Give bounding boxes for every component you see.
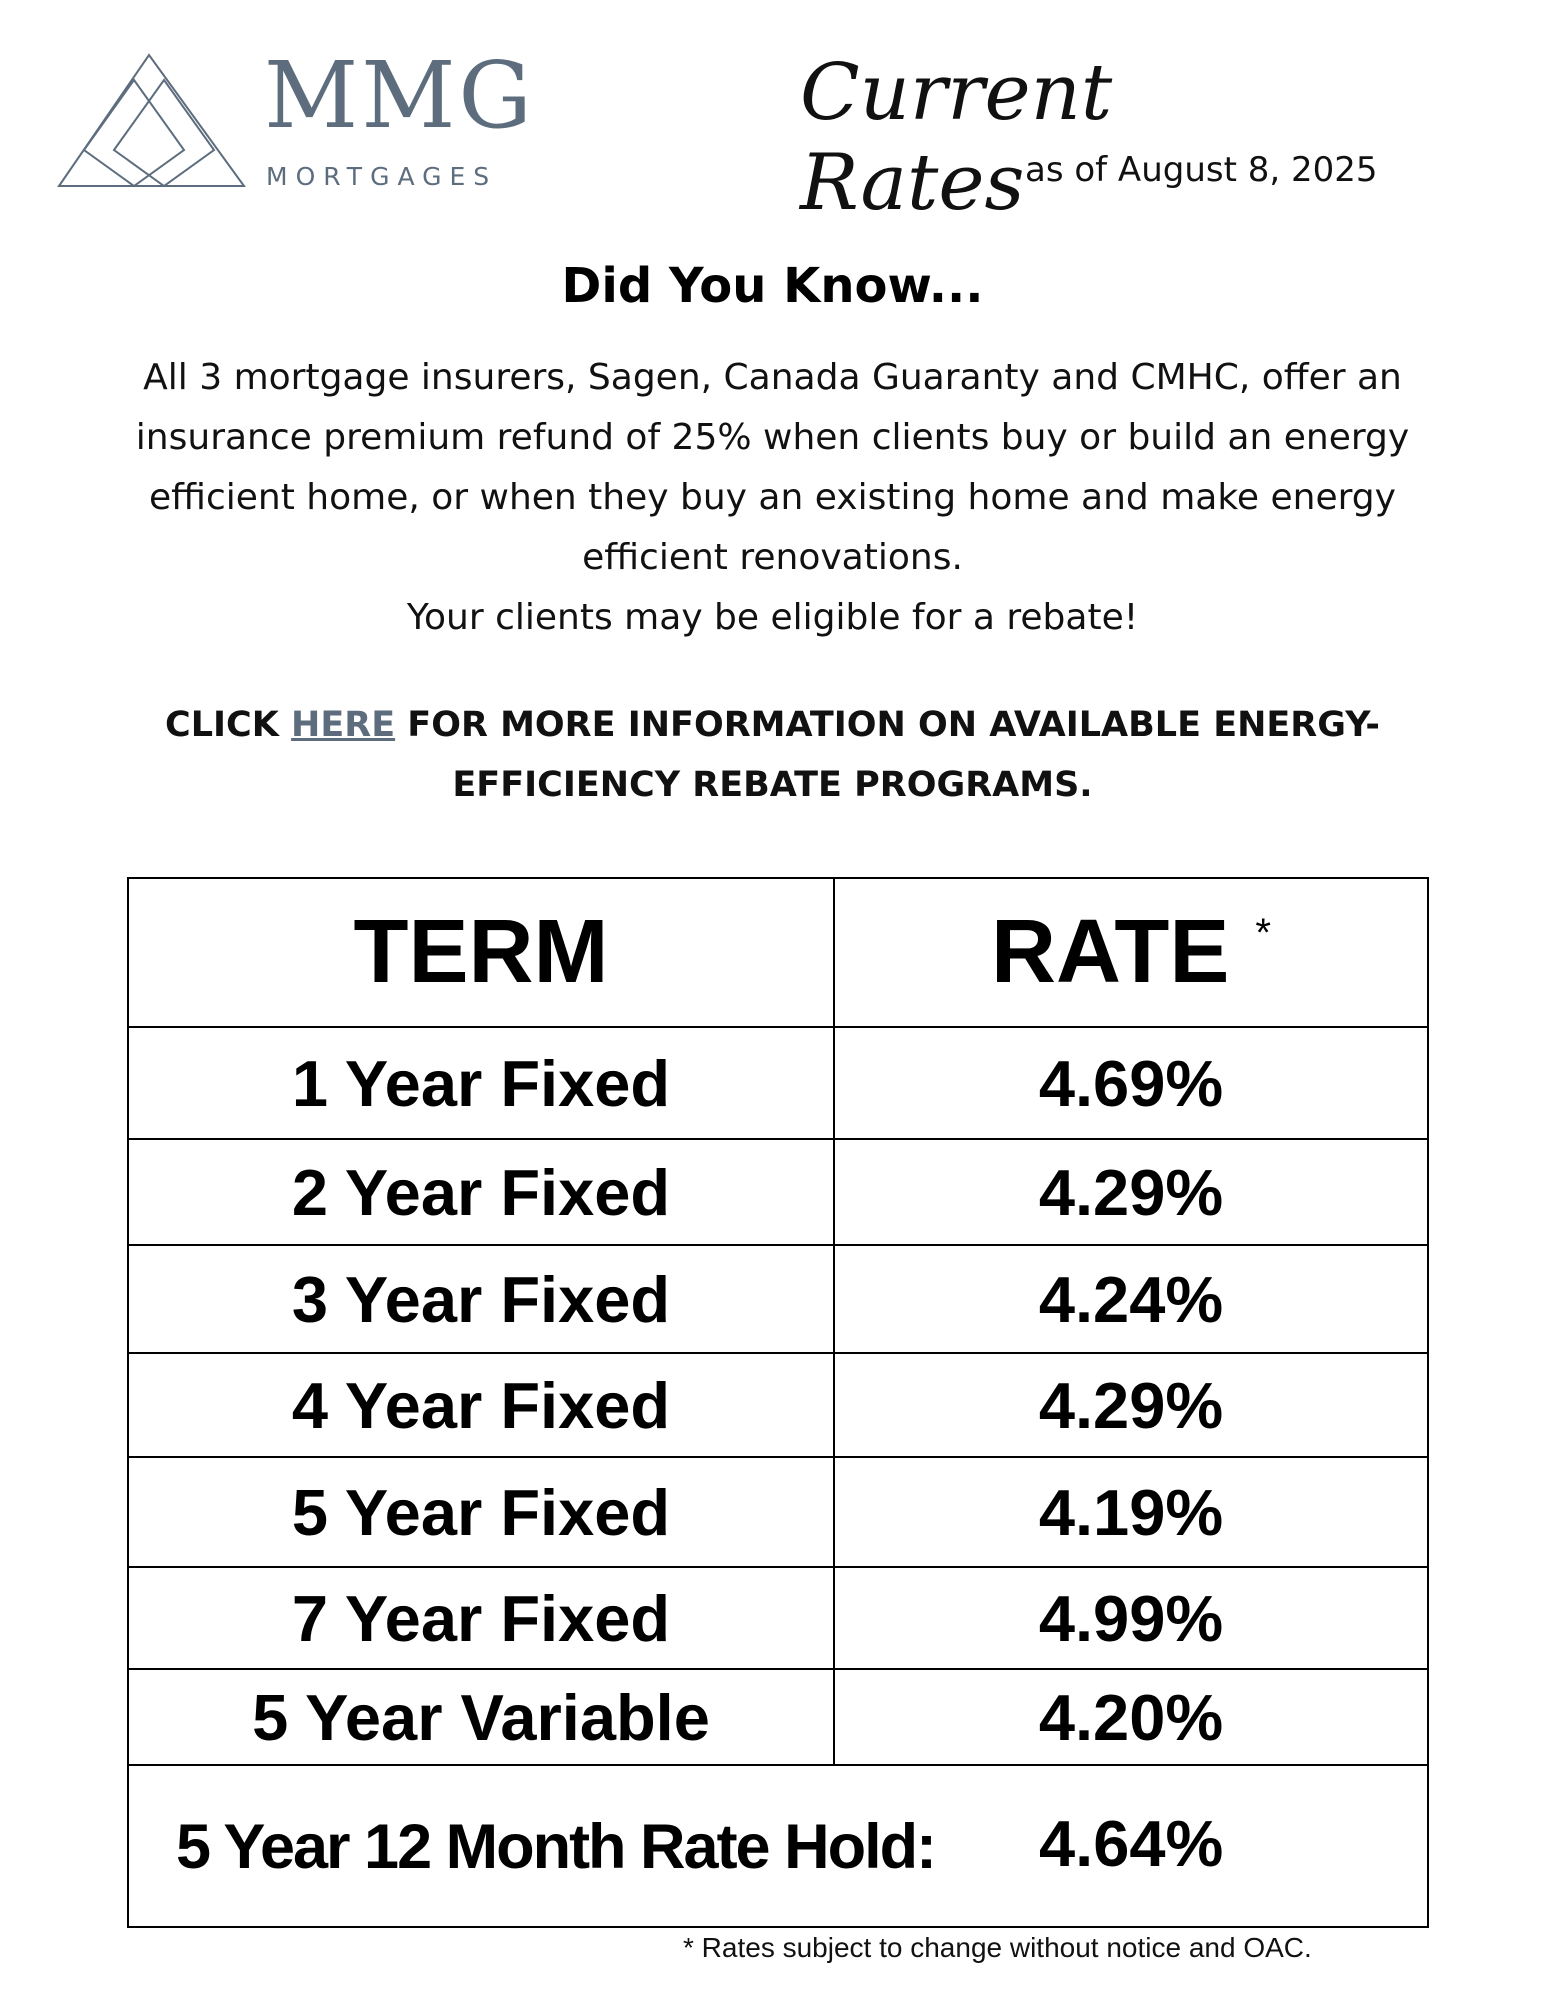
term-cell: 5 Year Variable [128, 1669, 834, 1765]
rate-header [834, 878, 1428, 1027]
term-cell: 7 Year Fixed [128, 1567, 834, 1669]
rate-cell: 4.29% [834, 1139, 1428, 1245]
rebate-text: Your clients may be eligible for a rebate! [406, 597, 1139, 638]
table-row [128, 1457, 1428, 1567]
rate-cell: 4.24% [834, 1245, 1428, 1353]
table-row [128, 1567, 1428, 1669]
info-text: All 3 mortgage insurers, Sagen, Canada Guaranty and CMHC, offer an insurance premium refund of 25% when clients buy or build an energy efficient home, or when they buy an existing home and make energy efficient renovations. [135, 357, 1410, 578]
info-paragraph [100, 348, 1445, 648]
table-row [128, 1139, 1428, 1245]
term-header-label: TERM [353, 902, 609, 1002]
rate-header-label: RATE [991, 902, 1230, 1002]
rate-cell: 4.29% [834, 1353, 1428, 1457]
table-row [128, 1669, 1428, 1765]
term-cell: 2 Year Fixed [128, 1139, 834, 1245]
rate-hold-value: 4.64% [1039, 1807, 1224, 1880]
logo-subtitle: MORTGAGES [266, 162, 498, 191]
more-info-link[interactable]: HERE [291, 705, 396, 745]
rate-cell: 4.20% [834, 1669, 1428, 1765]
rate-hold-label: 5 Year 12 Month Rate Hold: [176, 1812, 936, 1882]
logo-name: MMG [264, 42, 535, 149]
cta-text [100, 695, 1445, 815]
footnote: * Rates subject to change without notice and OAC. [683, 1932, 1312, 1963]
term-header [128, 878, 834, 1027]
company-logo [54, 42, 535, 200]
mountain-logo-icon [54, 50, 254, 190]
table-header [128, 878, 1428, 1027]
table-row [128, 1245, 1428, 1353]
term-cell: 3 Year Fixed [128, 1245, 834, 1353]
rate-hold-cell [128, 1765, 1428, 1927]
rate-marker: * [1255, 911, 1271, 955]
rates-date: as of August 8, 2025 [1025, 150, 1378, 190]
rate-hold-row [128, 1765, 1428, 1927]
rate-cell: 4.99% [834, 1567, 1428, 1669]
page-title: Current Rates [800, 48, 1113, 228]
cta-prefix: CLICK [165, 705, 292, 745]
rate-cell: 4.69% [834, 1027, 1428, 1139]
rate-cell: 4.19% [834, 1457, 1428, 1567]
term-cell: 1 Year Fixed [128, 1027, 834, 1139]
term-cell: 5 Year Fixed [128, 1457, 834, 1567]
did-you-know-heading: Did You Know... [561, 258, 984, 314]
cta-suffix: FOR MORE INFORMATION ON AVAILABLE ENERGY-EFFICIENCY REBATE PROGRAMS. [395, 705, 1380, 805]
term-cell: 4 Year Fixed [128, 1353, 834, 1457]
table-row [128, 1353, 1428, 1457]
rates-table [127, 877, 1429, 1928]
table-row [128, 1027, 1428, 1139]
